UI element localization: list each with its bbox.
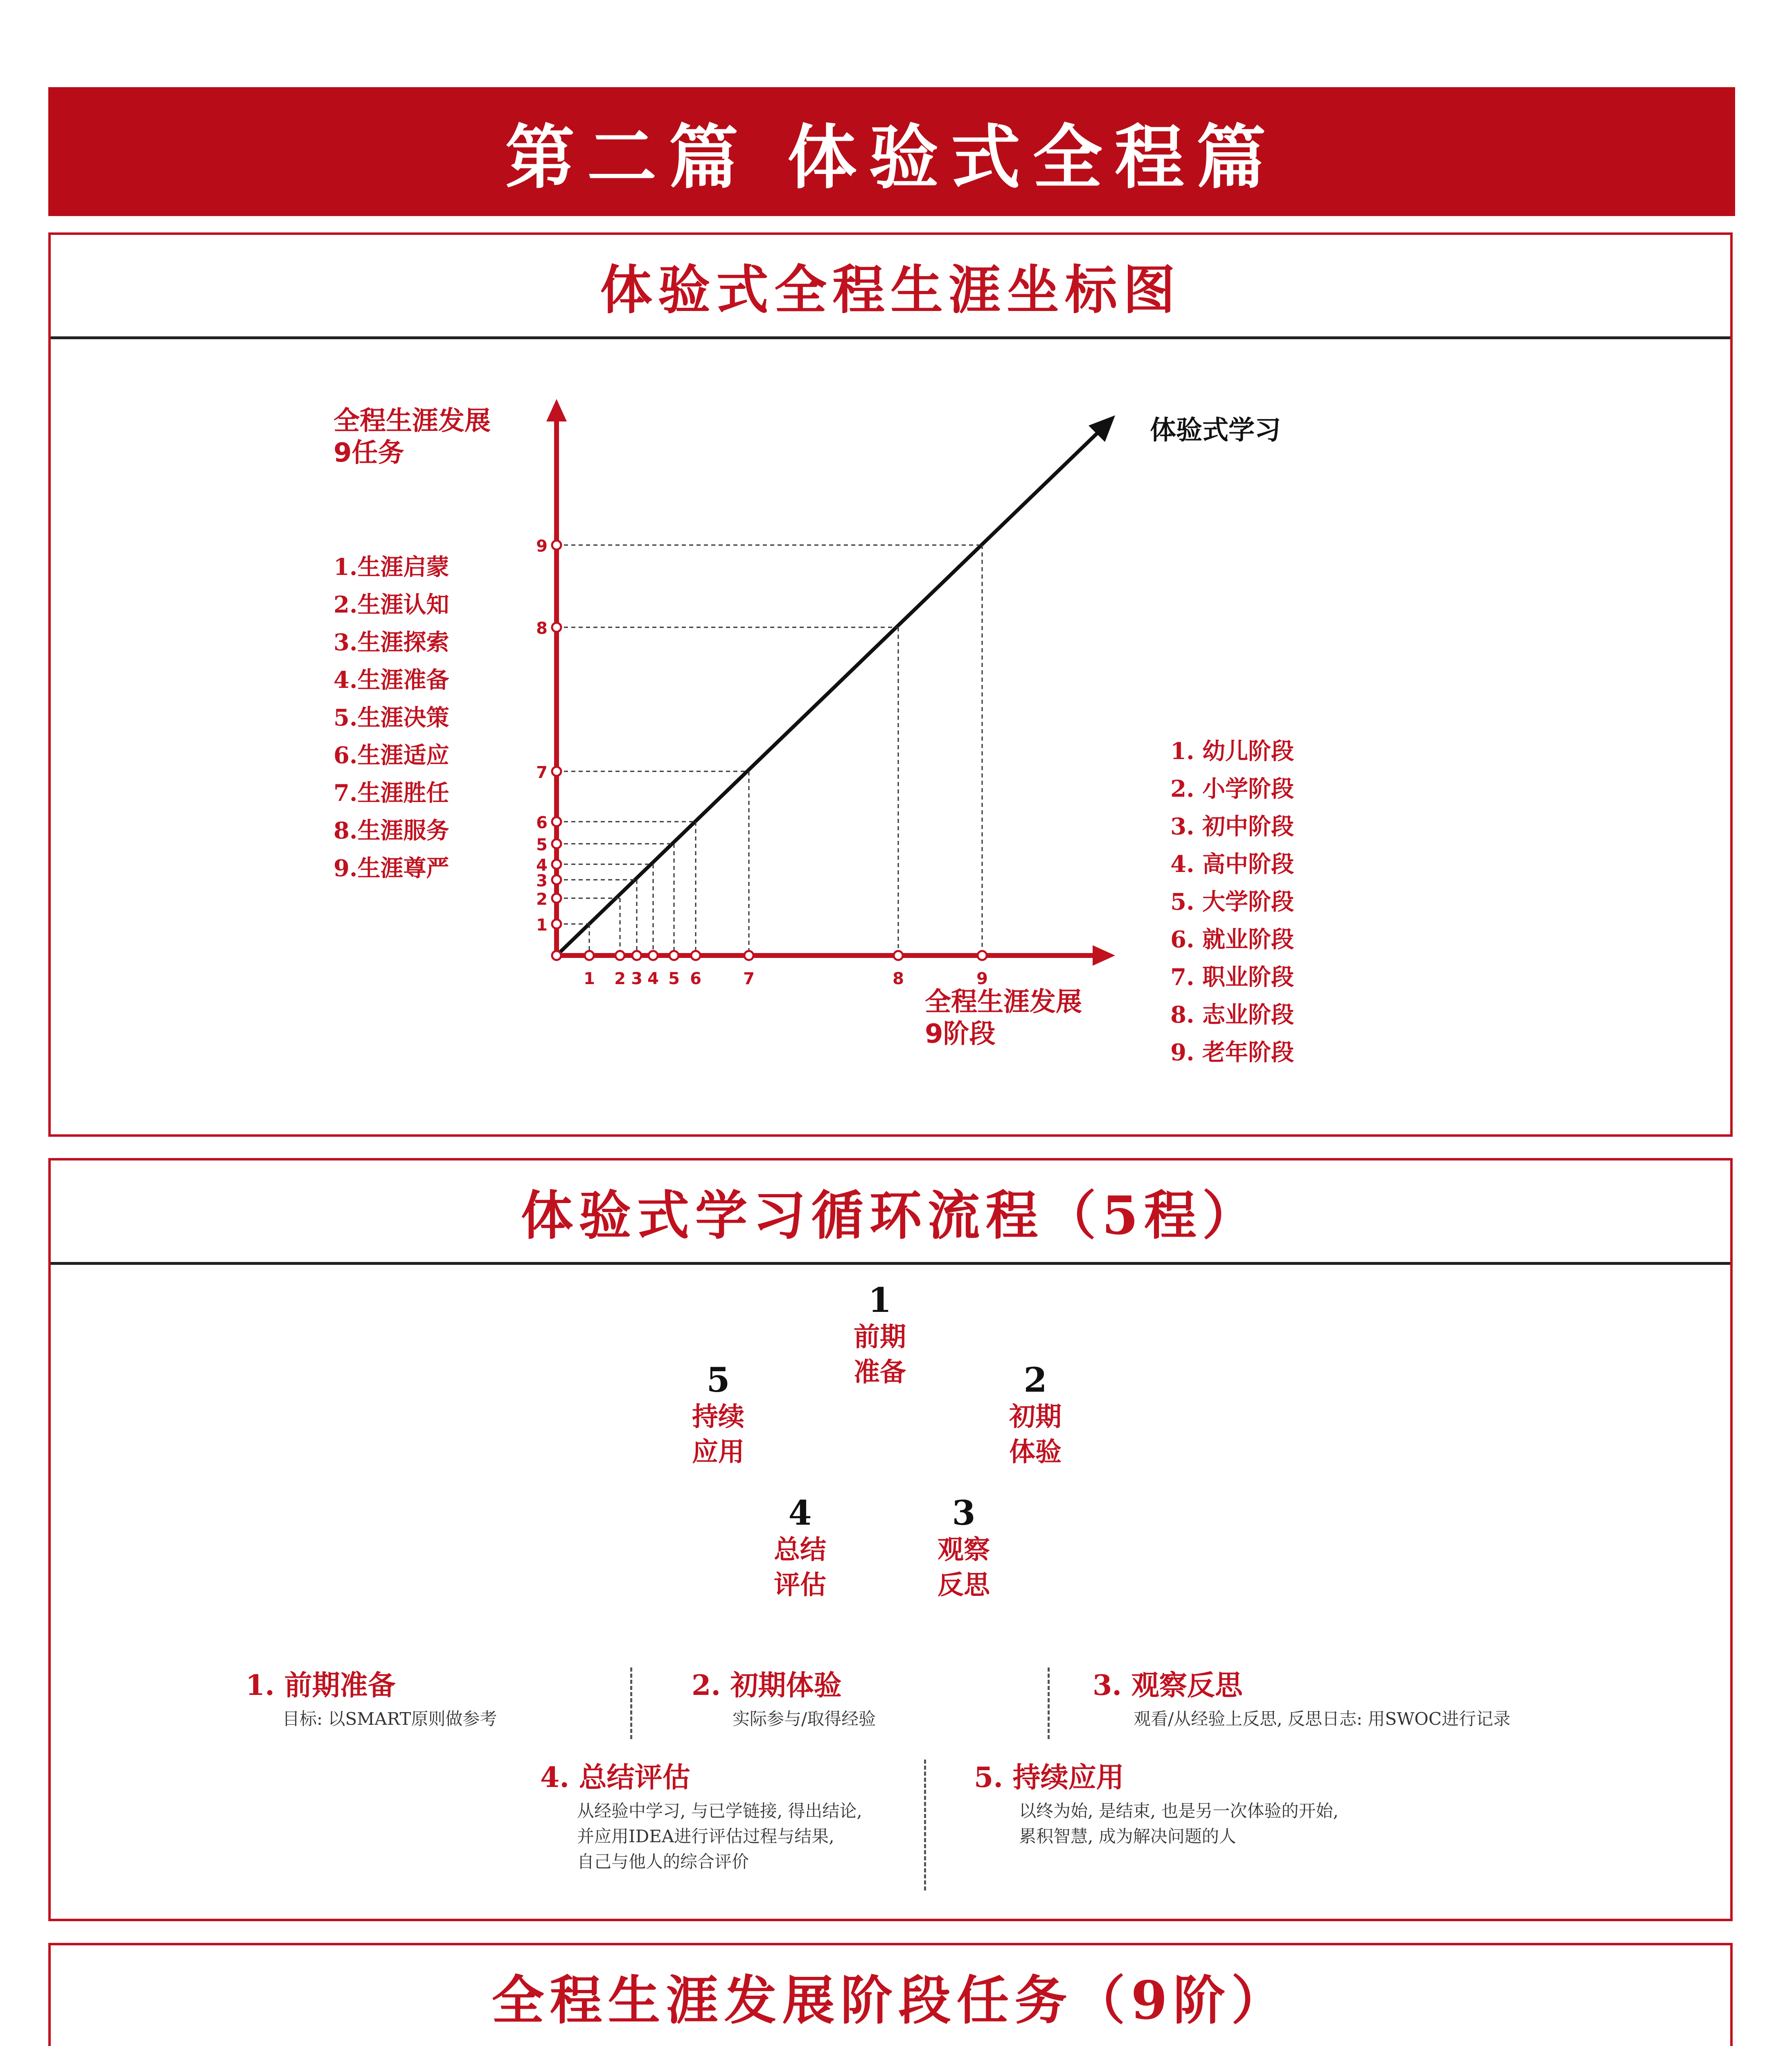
cycle-step-label-line: 准备 xyxy=(854,1357,906,1388)
cycle-step-label-line: 评估 xyxy=(774,1570,826,1600)
cycle-step-number: 2 xyxy=(1023,1361,1047,1400)
stage-item: 5. 大学阶段 xyxy=(1170,888,1294,915)
x-tick-label: 7 xyxy=(743,969,755,988)
y-tick-label: 4 xyxy=(536,856,548,875)
x-tick-label: 3 xyxy=(631,969,642,988)
panel-header xyxy=(51,1160,1730,1265)
cycle-step-label xyxy=(739,1532,861,1603)
cycle-step-label-line: 总结 xyxy=(774,1534,826,1565)
cycle-step-label xyxy=(818,1320,941,1390)
detail-desc-line: 观看/从经验上反思, 反思日志: 用SWOC进行记录 xyxy=(1134,1709,1510,1729)
detail-title: 3. 观察反思 xyxy=(1093,1669,1243,1702)
section-title: 全程生涯发展阶段任务（9阶） xyxy=(491,1970,1289,2031)
detail-desc-line: 自己与他人的综合评价 xyxy=(577,1852,749,1872)
y-tick-label: 8 xyxy=(536,619,548,638)
cycle-step-number: 5 xyxy=(706,1361,730,1400)
detail-title: 5. 持续应用 xyxy=(974,1761,1124,1794)
detail-desc-line: 目标: 以SMART原则做参考 xyxy=(282,1709,497,1729)
detail-desc-line: 并应用IDEA进行评估过程与结果, xyxy=(577,1826,834,1846)
stage-item: 8. 志业阶段 xyxy=(1170,1001,1294,1028)
x-axis-title-line1: 全程生涯发展 xyxy=(925,987,1082,1017)
cycle-step-label-line: 初期 xyxy=(1009,1402,1062,1432)
stage-item: 7. 职业阶段 xyxy=(1170,964,1294,991)
task-item: 8.生涯服务 xyxy=(334,817,449,844)
divider xyxy=(1048,1667,1050,1739)
cycle-step-label xyxy=(902,1532,1025,1603)
cycle-step-number: 4 xyxy=(788,1494,812,1533)
y-tick-label: 5 xyxy=(536,836,548,854)
learning-cycle-panel xyxy=(48,1158,1733,1921)
detail-desc xyxy=(577,1798,862,1875)
task-list xyxy=(334,548,449,887)
career-coordinate-panel xyxy=(48,232,1733,1137)
stage-tasks-panel xyxy=(48,1943,1733,2046)
task-item: 7.生涯胜任 xyxy=(334,780,449,807)
y-tick-label: 1 xyxy=(536,916,548,935)
cycle-step-label xyxy=(974,1399,1097,1470)
detail-title: 1. 前期准备 xyxy=(246,1669,396,1702)
cycle-step-label-line: 体验 xyxy=(1009,1437,1062,1467)
section-title: 体验式学习循环流程（5程） xyxy=(521,1185,1260,1246)
x-axis-title-line2: 9阶段 xyxy=(925,1019,996,1049)
detail-desc xyxy=(1019,1798,1339,1849)
stage-list xyxy=(1170,732,1294,1071)
detail-desc xyxy=(1134,1706,1510,1732)
cycle-step-label-line: 持续 xyxy=(692,1402,744,1432)
cycle-step-label xyxy=(657,1399,780,1470)
task-item: 2.生涯认知 xyxy=(334,591,449,618)
x-tick-label: 1 xyxy=(584,969,595,988)
stage-item: 4. 高中阶段 xyxy=(1170,851,1294,878)
y-tick-label: 9 xyxy=(536,537,548,556)
task-item: 1.生涯启蒙 xyxy=(334,554,449,581)
arrow-label: 体验式学习 xyxy=(1150,415,1281,446)
detail-desc-line: 以终为始, 是结束, 也是另一次体验的开始, xyxy=(1019,1801,1339,1821)
x-tick-label: 6 xyxy=(690,969,701,988)
x-tick-label: 2 xyxy=(614,969,626,988)
detail-desc-line: 从经验中学习, 与已学链接, 得出结论, xyxy=(577,1801,862,1821)
detail-desc xyxy=(282,1706,497,1732)
y-tick-label: 6 xyxy=(536,813,548,832)
detail-title: 2. 初期体验 xyxy=(692,1669,842,1702)
y-tick-label: 3 xyxy=(536,872,548,890)
task-item: 5.生涯决策 xyxy=(334,704,449,731)
x-tick-label: 5 xyxy=(668,969,680,988)
cycle-step-label-line: 反思 xyxy=(938,1570,990,1600)
banner-title: 第二篇 体验式全程篇 xyxy=(505,117,1278,198)
y-tick-label: 2 xyxy=(536,890,548,909)
y-axis-title-line2: 9任务 xyxy=(334,438,404,468)
y-axis-title-line1: 全程生涯发展 xyxy=(334,406,491,436)
cycle-step-number: 1 xyxy=(868,1281,892,1320)
detail-desc xyxy=(733,1706,876,1732)
divider xyxy=(630,1667,632,1739)
x-tick-label: 4 xyxy=(647,969,659,988)
task-item: 6.生涯适应 xyxy=(334,742,449,769)
stage-item: 6. 就业阶段 xyxy=(1170,926,1294,953)
task-item: 9.生涯尊严 xyxy=(334,855,449,882)
task-item: 3.生涯探索 xyxy=(334,629,449,656)
cycle-step-label-line: 应用 xyxy=(692,1437,744,1467)
cycle-step-label-line: 观察 xyxy=(938,1534,990,1565)
y-axis-title xyxy=(334,405,491,469)
cycle-step-label-line: 前期 xyxy=(854,1322,906,1352)
divider xyxy=(924,1760,926,1891)
stage-item: 3. 初中阶段 xyxy=(1170,813,1294,840)
page-banner xyxy=(48,87,1735,216)
x-tick-label: 9 xyxy=(976,969,988,988)
panel-header xyxy=(51,235,1730,339)
y-tick-label: 7 xyxy=(536,763,548,782)
cycle-step-number: 3 xyxy=(952,1494,976,1533)
stage-item: 1. 幼儿阶段 xyxy=(1170,738,1294,765)
panel-header xyxy=(51,1945,1730,2046)
detail-title: 4. 总结评估 xyxy=(540,1761,690,1794)
x-tick-label: 8 xyxy=(893,969,904,988)
x-axis-title xyxy=(925,986,1082,1050)
stage-item: 2. 小学阶段 xyxy=(1170,775,1294,802)
detail-desc-line: 累积智慧, 成为解决问题的人 xyxy=(1019,1826,1236,1846)
task-item: 4.生涯准备 xyxy=(334,667,449,694)
stage-item: 9. 老年阶段 xyxy=(1170,1039,1294,1066)
section-title: 体验式全程生涯坐标图 xyxy=(600,259,1181,321)
detail-desc-line: 实际参与/取得经验 xyxy=(733,1709,876,1729)
